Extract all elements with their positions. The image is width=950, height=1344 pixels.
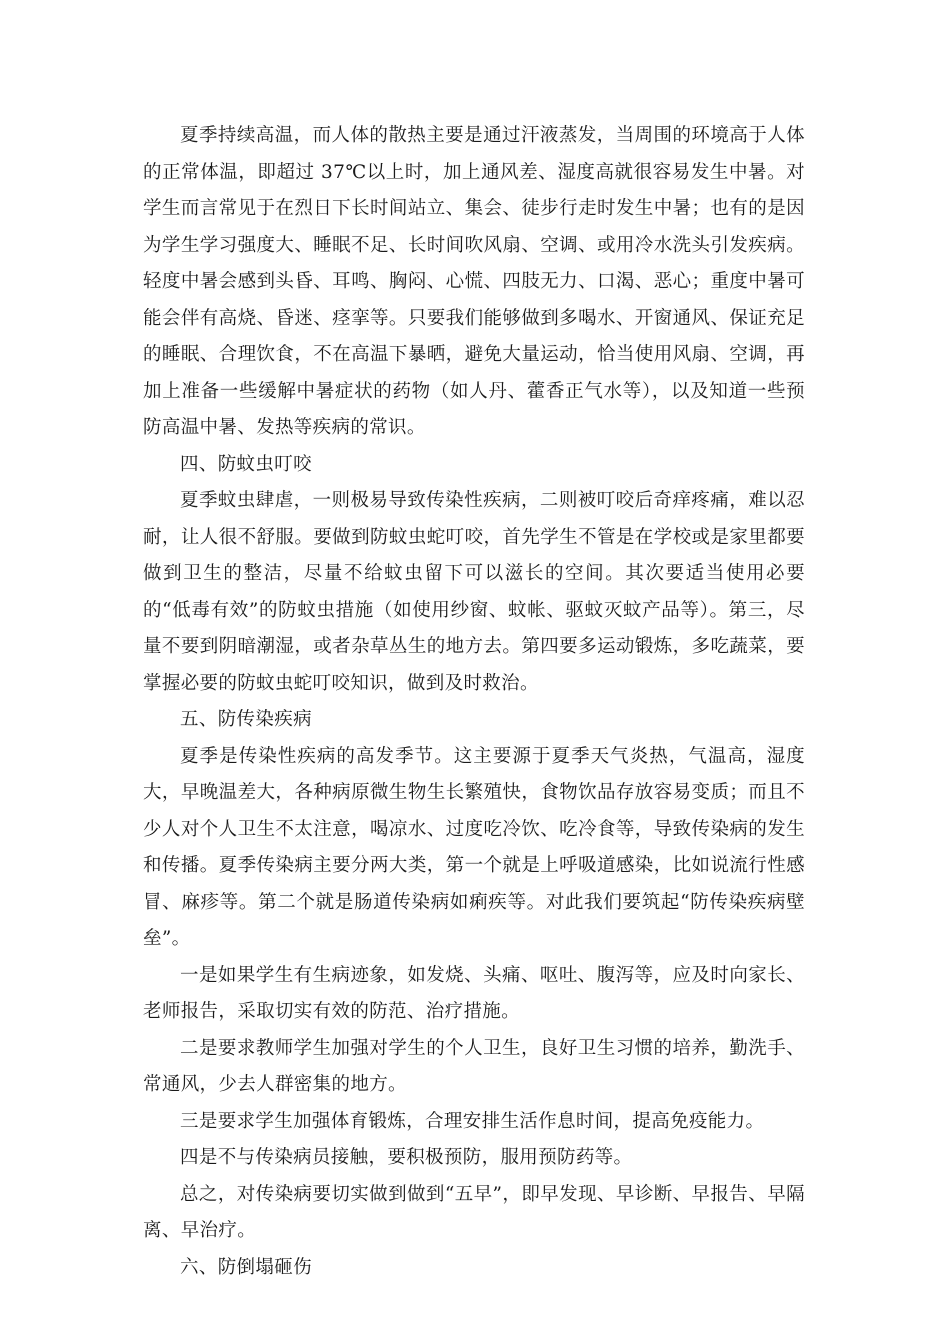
heading-section-4: 四、防蚊虫叮咬 — [180, 453, 312, 475]
paragraph-measure-1: 一是如果学生有生病迹象，如发烧、头痛、呕吐、腹泻等，应及时向家长、老师报告，采取切实有效的防范、治疗措施。 — [143, 964, 805, 1022]
paragraph-summary: 总之，对传染病要切实做到做到“五早”，即早发现、早诊断、早报告、早隔离、早治疗。 — [143, 1183, 805, 1241]
paragraph-infectious-intro: 夏季是传染性疾病的高发季节。这主要源于夏季天气炎热，气温高，湿度大，早晚温差大，各种病原微生物生长繁殖快，食物饮品存放容易变质；而且不少人对个人卫生不太注意，喝凉水、过度吃冷饮、吃冷食等，导致传染病的发生和传播。夏季传染病主要分两大类，第一个就是上呼吸道感染，比如说流行性感冒、麻疹等。第二个就是肠道传染病如痢疾等。对此我们要筑起“防传染疾病壁垒”。 — [143, 745, 805, 949]
paragraph-summer-heatstroke: 夏季持续高温，而人体的散热主要是通过汗液蒸发，当周围的环境高于人体的正常体温，即超过 37℃以上时，加上通风差、湿度高就很容易发生中暑。对学生而言常见于在烈日下长时间站立、集会、徒步行走时发生中暑；也有的是因为学生学习强度大、睡眠不足、长时间吹风扇、空调、或用冷水洗头引发疾病。轻度中暑会感到头昏、耳鸣、胸闷、心慌、四肢无力、口渴、恶心；重度中暑可能会伴有高烧、昏迷、痉挛等。只要我们能够做到多喝水、开窗通风、保证充足的睡眠、合理饮食，不在高温下暴晒，避免大量运动，恰当使用风扇、空调，再加上准备一些缓解中暑症状的药物（如人丹、藿香正气水等），以及知道一些预防高温中暑、发热等疾病的常识。 — [143, 125, 805, 438]
heading-section-6: 六、防倒塌砸伤 — [180, 1256, 312, 1278]
heading-section-5: 五、防传染疾病 — [180, 709, 312, 730]
document-body — [143, 118, 805, 1286]
paragraph-mosquito: 夏季蚊虫肆虐，一则极易导致传染性疾病，二则被叮咬后奇痒疼痛，难以忍耐，让人很不舒服。要做到防蚊虫蛇叮咬，首先学生不管是在学校或是家里都要做到卫生的整洁，尽量不给蚊虫留下可以滋长的空间。其次要适当使用必要的“低毒有效”的防蚊虫措施（如使用纱窗、蚊帐、驱蚊灭蚊产品等）。第三，尽量不要到阴暗潮湿，或者杂草丛生的地方去。第四要多运动锻炼，多吃蔬菜，要掌握必要的防蚊虫蛇叮咬知识，做到及时救治。 — [143, 490, 805, 694]
paragraph-measure-3: 三是要求学生加强体育锻炼，合理安排生活作息时间，提高免疫能力。 — [180, 1110, 765, 1132]
paragraph-measure-2: 二是要求教师学生加强对学生的个人卫生，良好卫生习惯的培养，勤洗手、常通风，少去人群密集的地方。 — [143, 1037, 805, 1095]
paragraph-measure-4: 四是不与传染病员接触，要积极预防，服用预防药等。 — [180, 1147, 633, 1168]
